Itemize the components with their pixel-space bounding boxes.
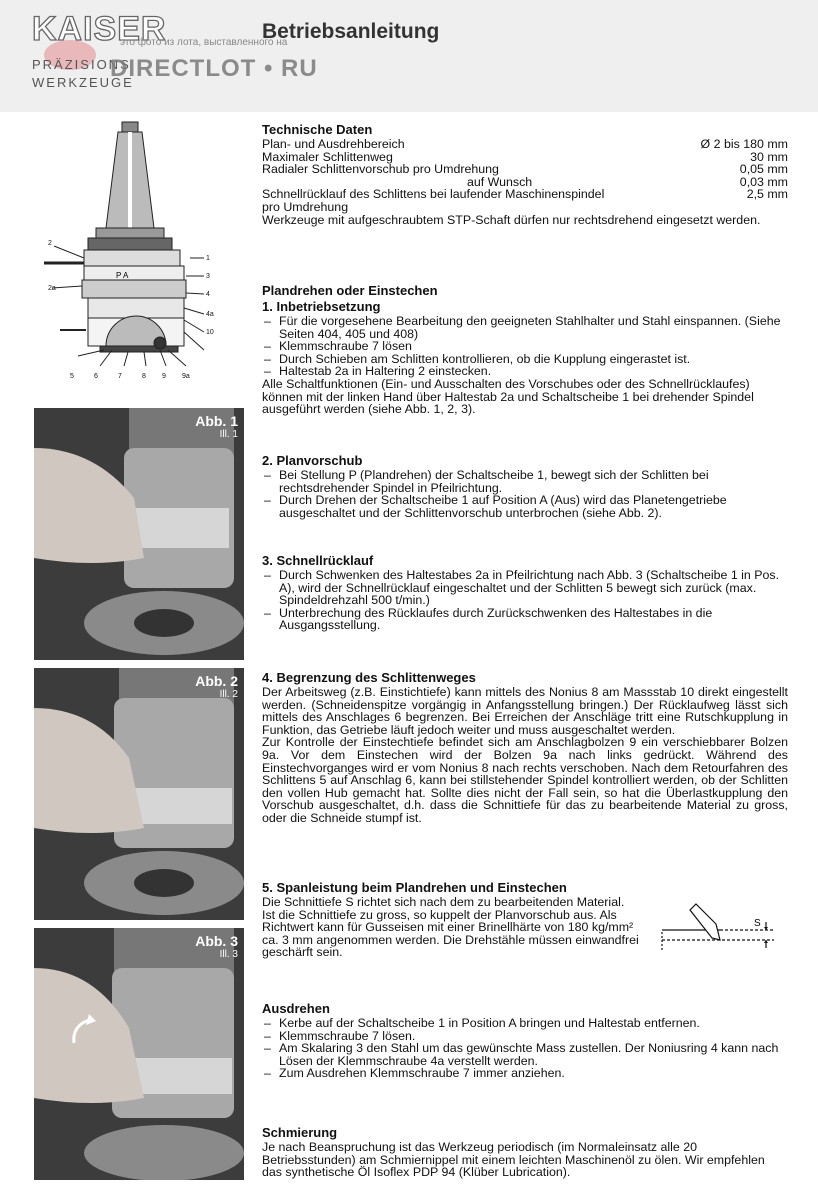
tool-diagram [44, 118, 224, 380]
paragraph: Je nach Beanspruchung ist das Werkzeug periodisch (im Normaleinsatz alle 20 Betriebsstunden) am Schmiernippel mit einem leichten Maschinenöl zu ölen. Wir empfehlen das synthetische Öl Isoflex PDP 94 (Klüber Lubrication). [262, 1140, 765, 1180]
paragraph: Die Schnittiefe S richtet sich nach dem zu bearbeitenden Material. Ist die Schnittiefe zu gross, so kuppelt der Planvorschub aus. Als Richtwert kann für Gusseisen mit einer Brinellhärte von 180 kg/mm² ca. 3 mm angenommen werden. Die Drehstähle müssen einwandfrei geschärft sein. [262, 895, 639, 960]
figure-label-abb2: Abb. 2 Ill. 2 [195, 673, 238, 700]
section-heading: Schmierung [262, 1125, 338, 1140]
data-row: Maximaler Schlittenweg 30 mm [262, 149, 788, 164]
section-inbetriebsetzung [262, 283, 788, 416]
section-heading: 1. Inbetriebsetzung [262, 299, 381, 314]
section-begrenzung [262, 670, 788, 825]
list-item: – Haltestab 2a in Haltering 2 einstecken. [262, 365, 788, 378]
callout-number: 9a [182, 373, 190, 380]
page-title: Betriebsanleitung [262, 20, 440, 43]
data-row: pro Umdrehung [262, 199, 349, 214]
section-schmierung [262, 1125, 788, 1179]
section-heading: 4. Begrenzung des Schlittenweges [262, 670, 476, 685]
data-row: auf Wunsch 0,03 mm [467, 174, 788, 189]
section-heading: 5. Spanleistung beim Plandrehen und Einstechen [262, 880, 567, 895]
cut-depth-diagram [654, 900, 784, 960]
section-heading: Ausdrehen [262, 1001, 330, 1016]
paragraph: Der Arbeitsweg (z.B. Einstichtiefe) kann mittels des Nonius 8 am Massstab 10 direkt eingestellt werden. (Schneidenspitze vorgängig in Anfangsstellung bringen.) Der Rücklaufweg lässt sich mittels des Anschlages 6 begrenzen. Bei Erreichen der Anschläge tritt eine Rutschkupplung in Funktion, das Getriebe läuft jedoch weiter und muss ausgeschaltet werden. [262, 685, 788, 737]
list-item: – Durch Schwenken des Haltestabes 2a in Pfeilrichtung nach Abb. 3 (Schaltscheibe 1 in Pos. A), wird der Schnellrücklauf eingeschaltet und der Schlitten 5 bewegt sich zurück (max. Spindeldrehzahl 500 t/min.) [262, 569, 788, 607]
section-spanleistung [262, 880, 788, 959]
callout-number: 5 [70, 373, 74, 380]
callout-number: 7 [118, 373, 122, 380]
list-item: – Klemmschraube 7 lösen. [262, 1030, 788, 1043]
brand-line1: PRÄZISIONS [32, 57, 131, 72]
section-technical-data [262, 122, 788, 226]
main-heading: Plandrehen oder Einstechen [262, 283, 438, 298]
figure-label-abb1: Abb. 1 Ill. 1 [195, 413, 238, 440]
photo-abb1-image [34, 408, 244, 660]
callout-number: 8 [142, 373, 146, 380]
list-item: – Am Skalaring 3 den Stahl um das gewünschte Mass zustellen. Der Noniusring 4 kann nach Lösen der Klemmschraube 4a verstellt werden. [262, 1042, 788, 1067]
list-item: – Für die vorgesehene Bearbeitung den geeigneten Stahlhalter und Stahl einspannen. (Siehe Seiten 404, 405 und 408) [262, 315, 788, 340]
section-heading: Technische Daten [262, 122, 373, 137]
section-schnellruecklauf [262, 553, 788, 632]
callout-number: 3 [206, 273, 210, 280]
callout-number: 2a [48, 285, 56, 292]
list-item: – Unterbrechung des Rücklaufes durch Zurückschwenken des Haltestabes in die Ausgangsstellung. [262, 607, 788, 632]
data-row: Plan- und Ausdrehbereich Ø 2 bis 180 mm [262, 137, 788, 151]
callout-number: 10 [206, 329, 214, 336]
section-ausdrehen [262, 1001, 788, 1080]
section-heading: 2. Planvorschub [262, 453, 363, 468]
callout-number: 9 [162, 373, 166, 380]
callout-number: 6 [94, 373, 98, 380]
section-heading: 3. Schnellrücklauf [262, 553, 374, 568]
photo-abb3-image [34, 928, 244, 1180]
figure-abb2 [34, 668, 244, 920]
list-item: – Zum Ausdrehen Klemmschraube 7 immer anziehen. [262, 1067, 788, 1080]
callout-number: 1 [206, 255, 210, 262]
note: Werkzeuge mit aufgeschraubtem STP-Schaft dürfen nur rechtsdrehend eingesetzt werden. [262, 212, 761, 227]
list-item: – Durch Drehen der Schaltscheibe 1 auf Position A (Aus) wird das Planetengetriebe ausgeschaltet und der Schlittenvorschub unterbrochen (siehe Abb. 2). [262, 494, 788, 519]
paragraph: Alle Schaltfunktionen (Ein- und Ausschalten des Vorschubes oder des Schnellrücklaufes) können mit der linken Hand über Haltestab 2a und Schaltscheibe 1 bei drehender Spindel ausgeführt werden (siehe Abb. 1, 2, 3). [262, 376, 754, 417]
page-header [0, 0, 818, 112]
figure-abb3 [34, 928, 244, 1180]
list-item: – Bei Stellung P (Plandrehen) der Schaltscheibe 1, bewegt sich der Schlitten bei rechtsdrehender Spindel in Pfeilrichtung. [262, 469, 788, 494]
data-row: Schnellrücklauf des Schlittens bei laufender Maschinenspindel 2,5 mm [262, 187, 788, 202]
brand-line2: WERKZEUGE [32, 75, 134, 90]
brand-logo: KAISER [32, 10, 167, 48]
depth-label: S [754, 918, 761, 929]
list-item: – Klemmschraube 7 lösen [262, 340, 788, 353]
paragraph: Zur Kontrolle der Einstechtiefe befindet sich am Anschlagbolzen 9 ein verschiebbarer Bolzen 9a. Vor dem Einstechen wird der Bolzen 9a nach links gedrückt. Während des Einstechvorganges wird er vom Nonius 8 nach rechts verschoben. Nach dem Retourfahren des Schlittens 5 auf Anschlag 6, kann bei stillstehender Spindel kontrolliert werden, ob der Schlitten den vollen Hub gemacht hat. Sollte dies nicht der Fall sein, so hat die Überlastkupplung den Vorschub ausgeschaltet, d.h. dass die Schnittiefe für das zu bearbeitende Material zu gross, oder die Schneide stumpf ist. [262, 735, 788, 825]
callout-number: 4a [206, 311, 214, 318]
photo-abb2-image [34, 668, 244, 920]
watermark: DIRECTLOT • RU [110, 55, 318, 82]
figure-abb1 [34, 408, 244, 660]
callout-number: 4 [206, 291, 210, 298]
figure-label-abb3: Abb. 3 Ill. 3 [195, 933, 238, 960]
watermark-caption: это фото из лота, выставленного на [120, 37, 288, 48]
callout-number: 2 [48, 240, 52, 247]
list-item: – Durch Schieben am Schlitten kontrollieren, ob die Kupplung eingerastet ist. [262, 353, 788, 366]
dial-label: P A [116, 271, 129, 280]
data-row: Radialer Schlittenvorschub pro Umdrehung 0,05 mm [262, 162, 788, 177]
section-planvorschub [262, 453, 788, 519]
list-item: – Kerbe auf der Schaltscheibe 1 in Position A bringen und Haltestab entfernen. [262, 1017, 788, 1030]
